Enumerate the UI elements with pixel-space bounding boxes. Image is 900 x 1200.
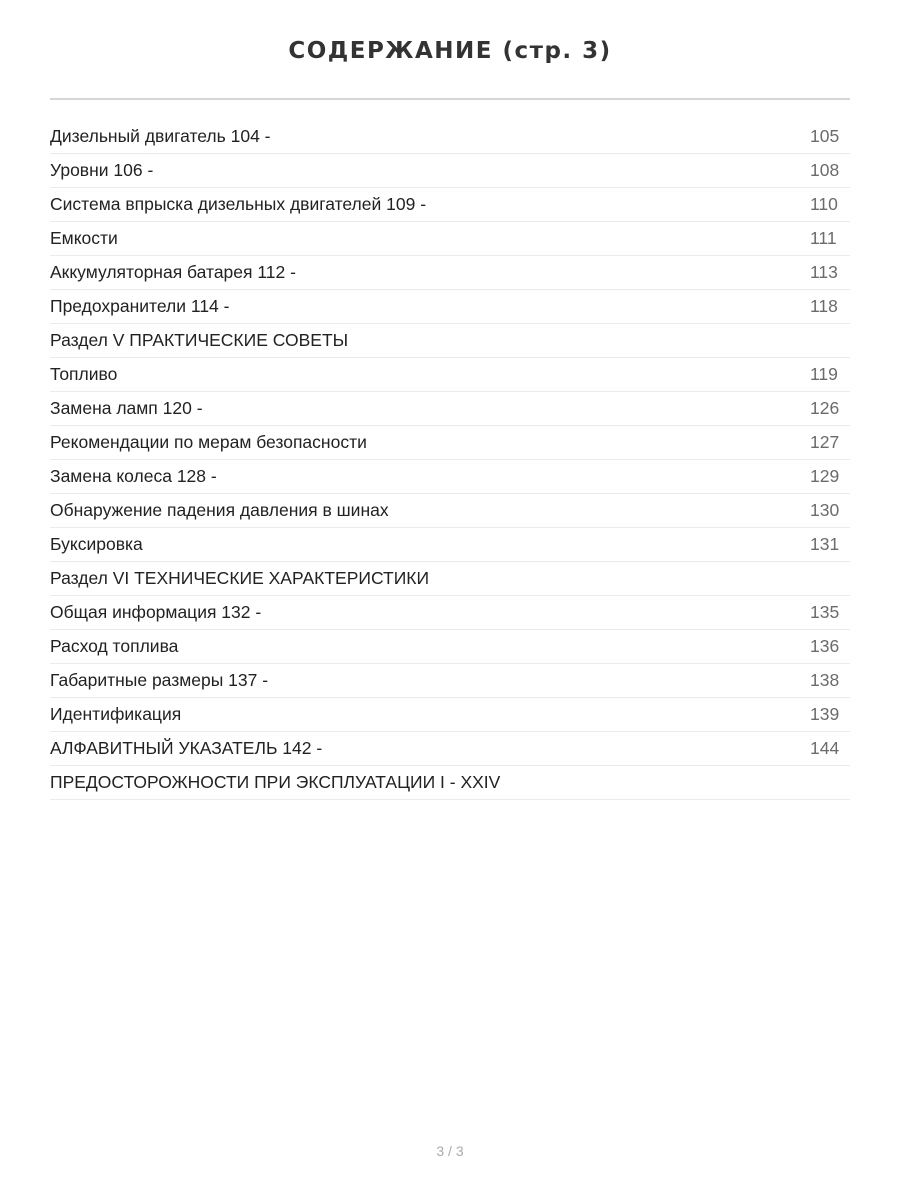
toc-entry[interactable] — [50, 188, 850, 222]
toc-entry-label: Система впрыска дизельных двигателей 109 - — [50, 194, 427, 214]
toc-entry[interactable] — [50, 766, 850, 800]
toc-list — [50, 120, 850, 800]
toc-entry-page: 105 — [810, 126, 840, 146]
toc-entry-label: Раздел V ПРАКТИЧЕСКИЕ СОВЕТЫ — [50, 330, 349, 350]
toc-entry-page: 126 — [810, 398, 840, 418]
toc-entry[interactable] — [50, 358, 850, 392]
toc-entry[interactable] — [50, 630, 850, 664]
toc-entry[interactable] — [50, 596, 850, 630]
toc-entry[interactable] — [50, 426, 850, 460]
toc-entry-label: Идентификация — [50, 704, 182, 724]
toc-entry-page: 136 — [810, 636, 840, 656]
toc-entry[interactable] — [50, 528, 850, 562]
toc-entry-label: Раздел VI ТЕХНИЧЕСКИЕ ХАРАКТЕРИСТИКИ — [50, 568, 430, 588]
toc-entry[interactable] — [50, 392, 850, 426]
toc-entry-page: 119 — [810, 364, 838, 384]
toc-entry-label: Буксировка — [50, 534, 143, 554]
toc-entry-label: Замена колеса 128 - — [50, 466, 217, 486]
toc-entry[interactable] — [50, 222, 850, 256]
toc-entry[interactable] — [50, 256, 850, 290]
toc-entry-page: 131 — [810, 534, 840, 554]
toc-entry-label: Уровни 106 - — [50, 160, 154, 180]
title-divider — [50, 98, 850, 100]
toc-entry-label: Емкости — [50, 228, 118, 248]
toc-entry[interactable] — [50, 664, 850, 698]
toc-entry[interactable] — [50, 494, 850, 528]
toc-entry-label: Замена ламп 120 - — [50, 398, 203, 418]
toc-entry-page: 110 — [810, 194, 838, 214]
toc-entry[interactable] — [50, 698, 850, 732]
toc-entry-label: Габаритные размеры 137 - — [50, 670, 269, 690]
toc-section-heading[interactable] — [50, 562, 850, 596]
toc-entry-page: 144 — [810, 738, 840, 758]
toc-entry-page: 127 — [810, 432, 840, 452]
toc-entry-label: Дизельный двигатель 104 - — [50, 126, 271, 146]
toc-section-heading[interactable] — [50, 324, 850, 358]
page-indicator: 3 / 3 — [436, 1143, 464, 1159]
toc-entry-label: Общая информация 132 - — [50, 602, 262, 622]
toc-entry-label: Аккумуляторная батарея 112 - — [50, 262, 296, 282]
toc-entry-page: 118 — [810, 296, 838, 316]
toc-entry[interactable] — [50, 154, 850, 188]
toc-entry-page: 108 — [810, 160, 840, 180]
toc-entry[interactable] — [50, 290, 850, 324]
toc-entry-page: 129 — [810, 466, 840, 486]
toc-entry-label: ПРЕДОСТОРОЖНОСТИ ПРИ ЭКСПЛУАТАЦИИ I - XXIV — [50, 772, 501, 792]
toc-entry-label: Обнаружение падения давления в шинах — [50, 500, 389, 520]
toc-entry-page: 113 — [810, 262, 838, 282]
toc-entry-label: АЛФАВИТНЫЙ УКАЗАТЕЛЬ 142 - — [50, 738, 323, 758]
toc-entry-page: 130 — [810, 500, 840, 520]
toc-entry-page: 139 — [810, 704, 840, 724]
toc-entry-page: 135 — [810, 602, 840, 622]
toc-entry[interactable] — [50, 460, 850, 494]
toc-entry-label: Топливо — [50, 364, 118, 384]
toc-entry[interactable] — [50, 732, 850, 766]
toc-entry-label: Предохранители 114 - — [50, 296, 230, 316]
toc-entry-page: 138 — [810, 670, 840, 690]
toc-entry[interactable] — [50, 120, 850, 154]
toc-entry-label: Рекомендации по мерам безопасности — [50, 432, 367, 452]
page-title: СОДЕРЖАНИЕ (стр. 3) — [288, 38, 612, 64]
toc-entry-label: Расход топлива — [50, 636, 179, 656]
toc-entry-page: 111 — [810, 228, 837, 248]
